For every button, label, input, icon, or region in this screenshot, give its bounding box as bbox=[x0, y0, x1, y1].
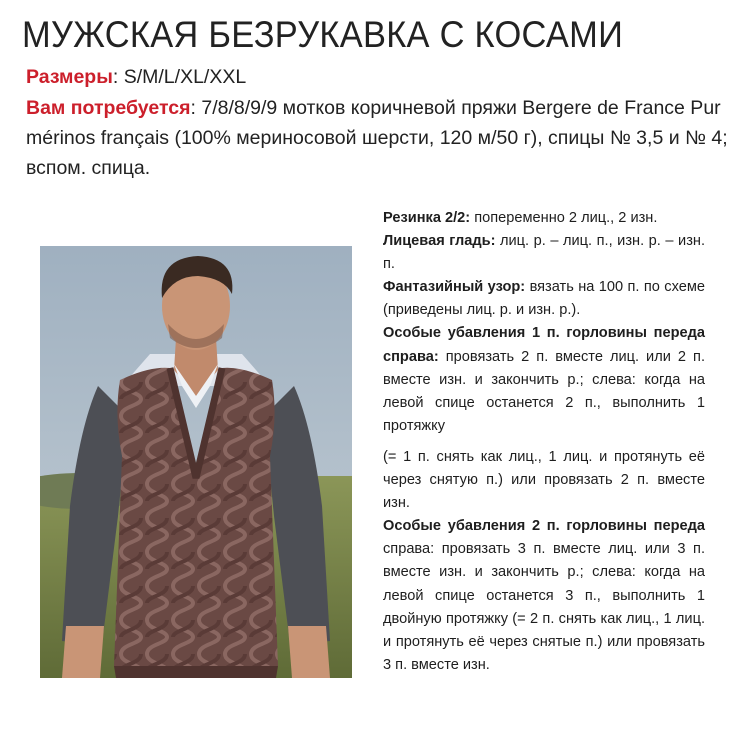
page-title: МУЖСКАЯ БЕЗРУКАВКА С КОСАМИ bbox=[22, 14, 624, 55]
model-illustration bbox=[40, 246, 352, 678]
instruction-text: лиц. р. – лиц. п., изн. р. – изн. п. bbox=[383, 233, 705, 273]
instruction-term: Лицевая гладь: bbox=[383, 233, 496, 250]
materials-value: 7/8/8/9/9 мотков коричневой пряжи Bergere de France Pur mérinos français (100% мериносовой шерсти, 120 м/50 г), спицы № 3,5 и № 4; вспом. спица. bbox=[26, 97, 728, 179]
instruction-term: Особые убавления 1 п. горловины переда справа: bbox=[383, 325, 705, 365]
instruction-stockinette bbox=[383, 230, 705, 276]
materials-separator: : bbox=[190, 97, 202, 119]
sizes-label: Размеры bbox=[26, 66, 113, 88]
instructions-column bbox=[383, 207, 705, 677]
instruction-text: справа: провязать 3 п. вместе лиц. или 3 п. вместе изн. и закончить р.; слева: когда на левой спице останется 3 п., выполнить 1 двойную протяжку (= 2 п. снять как лиц., 1 лиц. и протянуть её через снятые п.) или провязать 3 п. вместе изн. bbox=[383, 541, 705, 673]
product-photo bbox=[40, 246, 352, 678]
instruction-text: попеременно 2 лиц., 2 изн. bbox=[470, 210, 658, 226]
sizes-separator: : bbox=[112, 66, 124, 88]
sizes-line bbox=[26, 62, 741, 92]
instruction-text: провязать 2 п. вместе лиц. или 2 п. вместе изн. и закончить р.; слева: когда на левой спице останется 2 п., выполнить 1 протяжку bbox=[383, 348, 705, 434]
instruction-term: Особые убавления 2 п. горловины переда bbox=[383, 518, 705, 535]
instruction-pattern bbox=[383, 276, 705, 322]
instruction-decrease-1 bbox=[383, 322, 705, 437]
instruction-rib bbox=[383, 207, 705, 230]
instruction-term: Фантазийный узор: bbox=[383, 279, 526, 296]
materials-label: Вам потребуется bbox=[26, 97, 191, 119]
instruction-term: Резинка 2/2: bbox=[383, 210, 471, 226]
instruction-decrease-2 bbox=[383, 515, 705, 677]
instruction-text: вязать на 100 п. по схеме (приведены лиц. р. и изн. р.). bbox=[383, 279, 705, 319]
sizes-value: S/M/L/XL/XXL bbox=[123, 66, 247, 88]
materials-block bbox=[26, 93, 741, 183]
instruction-decrease-1-cont bbox=[383, 446, 705, 515]
instruction-text: (= 1 п. снять как лиц., 1 лиц. и протянуть её через снятую п.) или провязать 2 п. вместе изн. bbox=[383, 448, 705, 512]
